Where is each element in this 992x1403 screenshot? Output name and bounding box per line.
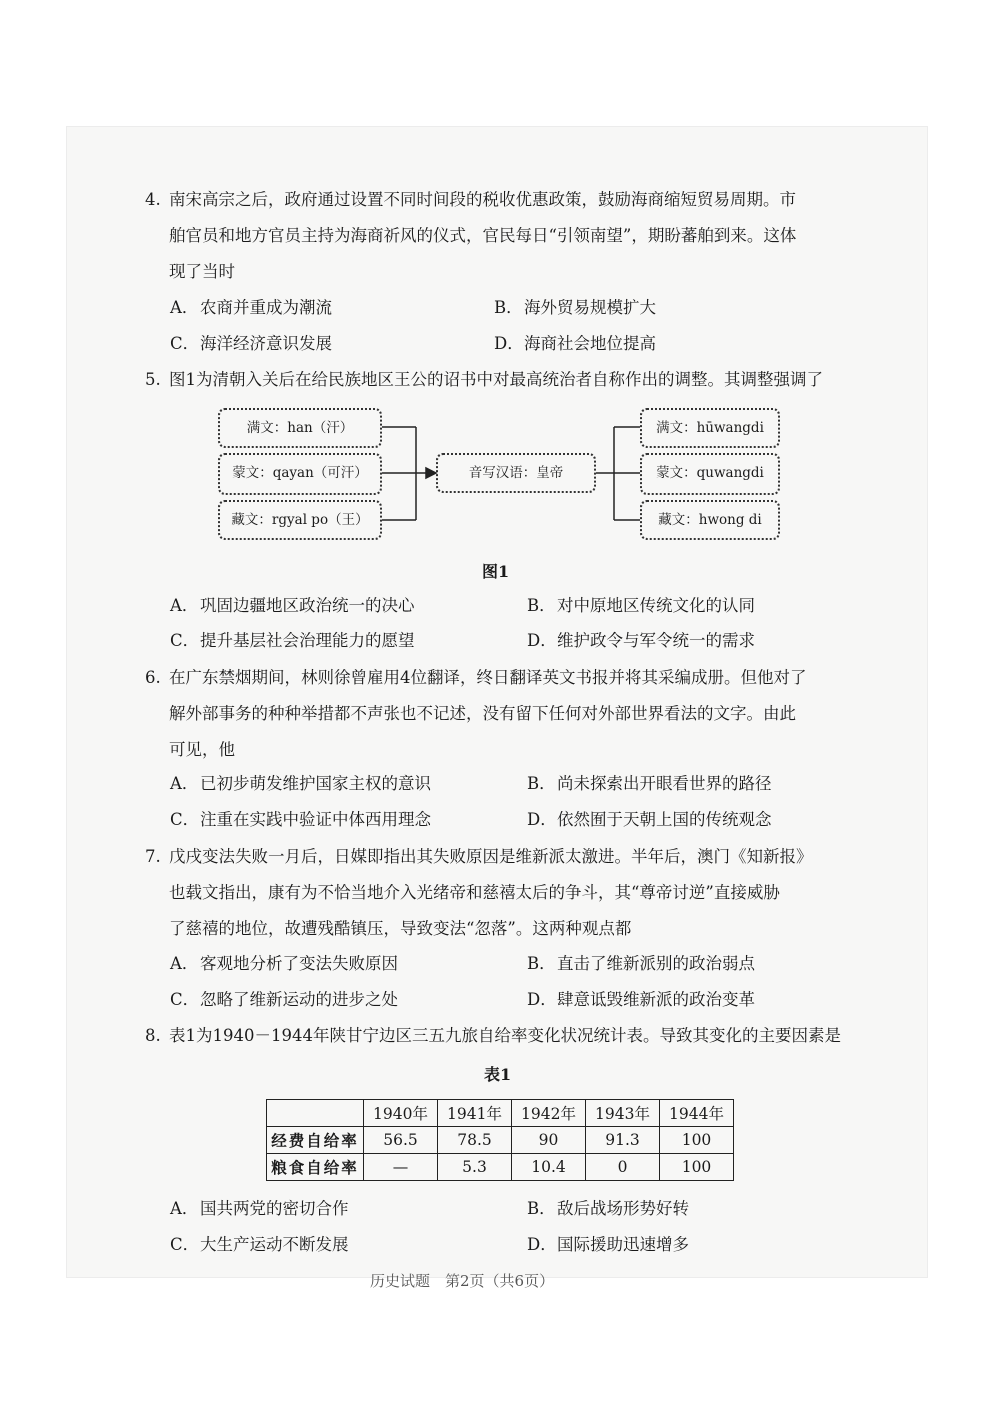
figure-1-diagram <box>216 403 782 543</box>
option-c[interactable]: C．提升基层社会治理能力的愿望 <box>170 631 415 650</box>
table-cell: 100 <box>660 1127 734 1154</box>
question-text: 现了当时 <box>169 262 235 281</box>
option-a[interactable]: A．农商并重成为潮流 <box>170 298 332 317</box>
question-text: 在广东禁烟期间，林则徐曾雇用4位翻译，终日翻译英文书报并将其采编成册。但他对了 <box>169 668 807 687</box>
table-cell: 1941年 <box>438 1100 512 1127</box>
table-cell: 78.5 <box>438 1127 512 1154</box>
option-d[interactable]: D．海商社会地位提高 <box>494 334 656 353</box>
figure-box-center: 音写汉语：皇帝 <box>436 453 596 493</box>
table-cell: 56.5 <box>364 1127 438 1154</box>
figure-box-mongol-right: 蒙文：quwangdi <box>640 453 780 495</box>
option-b[interactable]: B．对中原地区传统文化的认同 <box>527 596 755 615</box>
table-cell: 1942年 <box>512 1100 586 1127</box>
option-a[interactable]: A．已初步萌发维护国家主权的意识 <box>170 774 431 793</box>
option-d[interactable]: D．维护政令与军令统一的需求 <box>527 631 755 650</box>
table-row <box>267 1154 734 1181</box>
question-text: 可见，他 <box>169 740 235 759</box>
question-text: 表1为1940－1944年陕甘宁边区三五九旅自给率变化状况统计表。导致其变化的主要因素是 <box>169 1026 841 1045</box>
question-number: 7. <box>145 847 161 866</box>
question-number: 4. <box>145 190 161 209</box>
table-row-header: 经费自给率 <box>267 1127 364 1154</box>
table-row <box>267 1127 734 1154</box>
figure-box-mongol-left: 蒙文：qayan（可汗） <box>218 453 382 495</box>
question-7 <box>145 839 865 947</box>
question-text: 南宋高宗之后，政府通过设置不同时间段的税收优惠政策，鼓励海商缩短贸易周期。市 <box>169 190 796 209</box>
question-4 <box>145 182 865 290</box>
table-cell <box>267 1100 364 1127</box>
option-d[interactable]: D．肆意诋毁维新派的政治变革 <box>527 990 755 1009</box>
figure-box-tibetan-left: 藏文：rgyal po（王） <box>218 500 382 540</box>
table-cell: 10.4 <box>512 1154 586 1181</box>
figure-box-tibetan-right: 藏文：hwong di <box>640 500 780 540</box>
option-a[interactable]: A．巩固边疆地区政治统一的决心 <box>170 596 415 615</box>
figure-box-manchu-left: 满文：han（汗） <box>218 408 382 448</box>
option-b[interactable]: B．海外贸易规模扩大 <box>494 298 656 317</box>
table-cell: 100 <box>660 1154 734 1181</box>
table-cell: 1940年 <box>364 1100 438 1127</box>
option-a[interactable]: A．国共两党的密切合作 <box>170 1199 349 1218</box>
option-a[interactable]: A．客观地分析了变法失败原因 <box>170 954 398 973</box>
question-number: 6. <box>145 668 161 687</box>
option-b[interactable]: B．敌后战场形势好转 <box>527 1199 689 1218</box>
figure-box-manchu-right: 满文：hūwangdi <box>640 408 780 448</box>
question-number: 8. <box>145 1026 161 1045</box>
arrow-head-icon <box>426 468 436 478</box>
table-cell: 1944年 <box>660 1100 734 1127</box>
table-row-header: 粮食自给率 <box>267 1154 364 1181</box>
question-8 <box>145 1018 865 1054</box>
question-5 <box>145 362 865 398</box>
option-b[interactable]: B．尚未探索出开眼看世界的路径 <box>527 774 772 793</box>
question-text: 也载文指出，康有为不恰当地介入光绪帝和慈禧太后的争斗，其“尊帝讨逆”直接威胁 <box>169 883 780 902</box>
question-text: 舶官员和地方官员主持为海商祈风的仪式，官民每日“引领南望”，期盼蕃舶到来。这体 <box>169 226 797 245</box>
option-d[interactable]: D．国际援助迅速增多 <box>527 1235 689 1254</box>
option-c[interactable]: C．海洋经济意识发展 <box>170 334 332 353</box>
option-d[interactable]: D．依然囿于天朝上国的传统观念 <box>527 810 772 829</box>
page-footer: 历史试题 第2页（共6页） <box>370 1272 555 1290</box>
question-6 <box>145 660 865 768</box>
question-number: 5. <box>145 370 161 389</box>
option-c[interactable]: C．注重在实践中验证中体西用理念 <box>170 810 431 829</box>
table-cell: 1943年 <box>586 1100 660 1127</box>
table-cell: 91.3 <box>586 1127 660 1154</box>
option-c[interactable]: C．忽略了维新运动的进步之处 <box>170 990 398 1009</box>
question-text: 戊戌变法失败一月后，日媒即指出其失败原因是维新派太激进。半年后，澳门《知新报》 <box>169 847 813 866</box>
figure-caption: 图1 <box>482 562 510 581</box>
table-cell: 5.3 <box>438 1154 512 1181</box>
question-text: 了慈禧的地位，故遭残酷镇压，导致变法“忽落”。这两种观点都 <box>169 919 632 938</box>
question-text: 图1为清朝入关后在给民族地区王公的诏书中对最高统治者自称作出的调整。其调整强调了 <box>169 370 823 389</box>
table-caption: 表1 <box>484 1065 512 1084</box>
table-cell: 0 <box>586 1154 660 1181</box>
table-cell: 90 <box>512 1127 586 1154</box>
self-sufficiency-table <box>266 1099 734 1181</box>
option-b[interactable]: B．直击了维新派别的政治弱点 <box>527 954 755 973</box>
question-text: 解外部事务的种种举措都不声张也不记述，没有留下任何对外部世界看法的文字。由此 <box>169 704 796 723</box>
table-cell: — <box>364 1154 438 1181</box>
table-header-row <box>267 1100 734 1127</box>
option-c[interactable]: C．大生产运动不断发展 <box>170 1235 349 1254</box>
